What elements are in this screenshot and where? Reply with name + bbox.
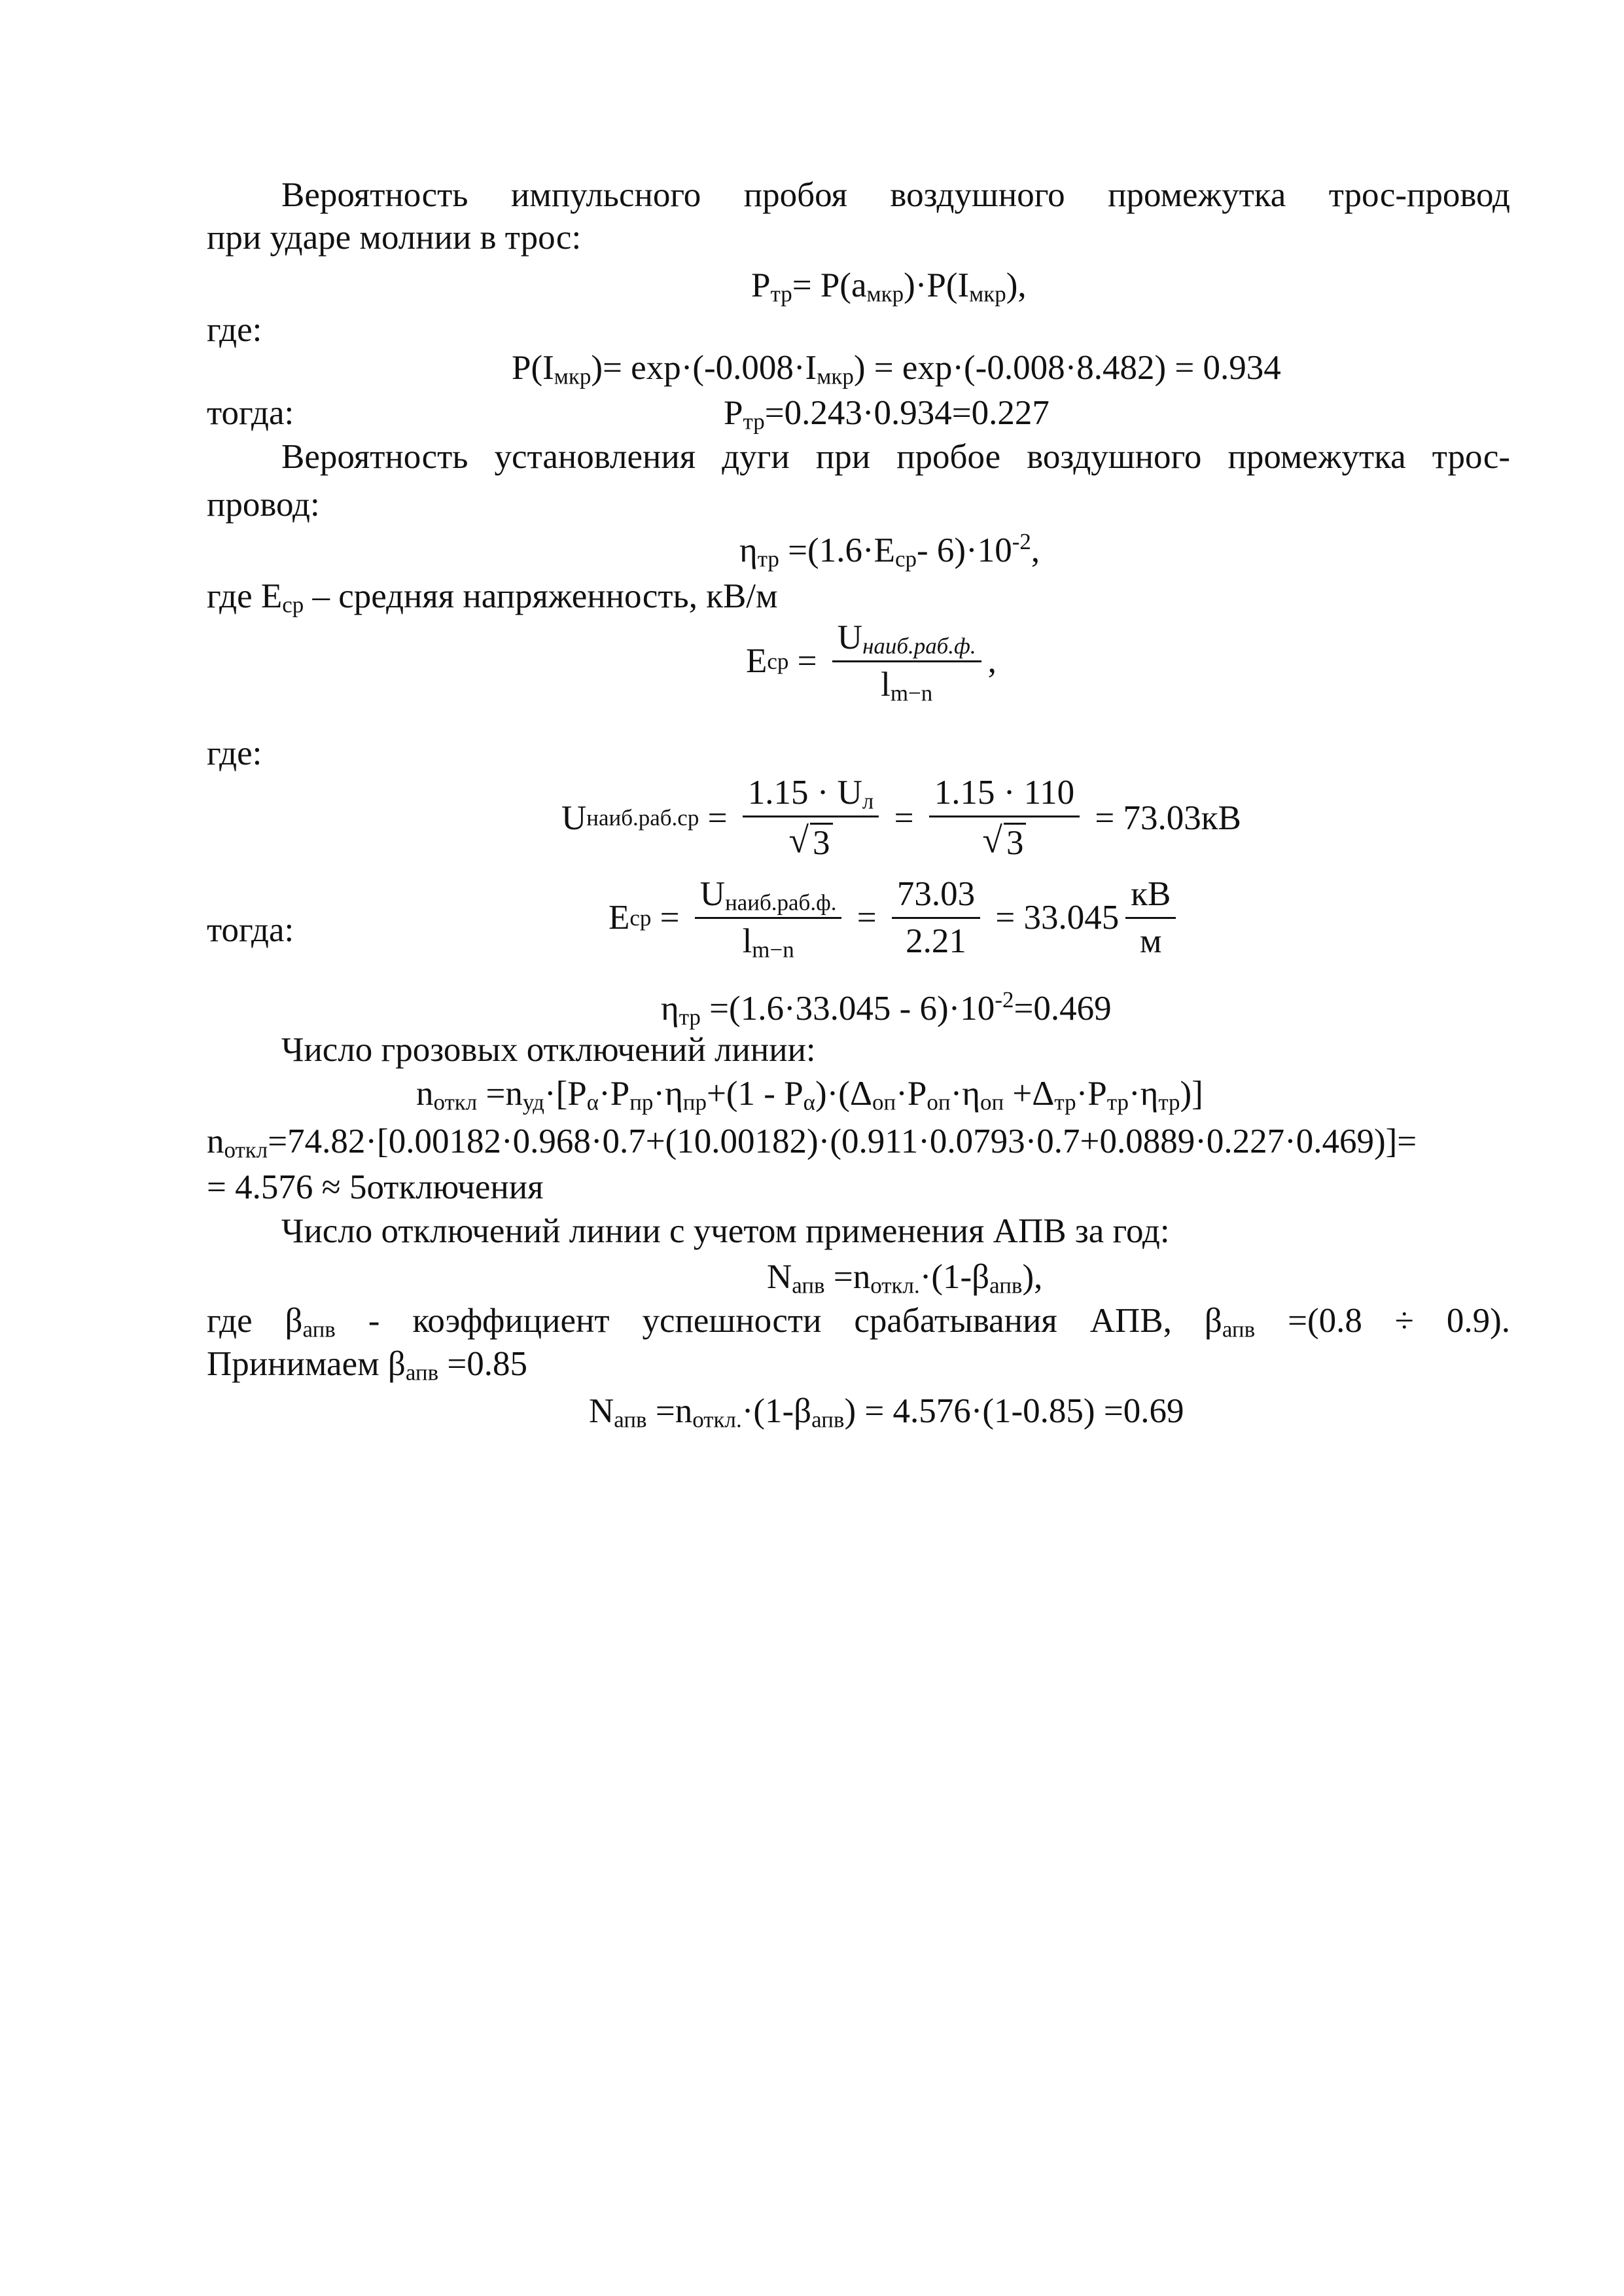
result-outages: = 4.576 ≈ 5отключения	[207, 1168, 544, 1206]
paragraph-breakdown-line2: при ударе молнии в трос:	[207, 219, 582, 257]
sqrt-symbol: √ 3	[982, 823, 1026, 861]
label-gde-1: где:	[207, 311, 262, 349]
label-togda-1: тогда:	[207, 394, 294, 432]
fraction-u-1: $1.15 \cdot U_л$ √ 3	[743, 776, 879, 861]
formula-eta-value: $\eta_{тр} =(1.6\cdot 33.045 - 6)\cdot 10^{-2}=0.469$	[661, 986, 1112, 1030]
label-gde-2: где:	[207, 734, 262, 772]
formula-n-otkl-value: $n_{откл}=74.82\cdot[0.00182\cdot 0.968\cdot 0.7+(10.00182)\cdot(0.911\cdot 0.0793\cdot 0.7+0.0889\cdot 0.227\cdot 0.469)]=$	[207, 1122, 1417, 1163]
paragraph-arc-line1: Вероятность установления дуги при пробое воздушного промежутка трос-	[281, 438, 1510, 476]
paragraph-breakdown-line1: Вероятность импульсного пробоя воздушного промежутка трос-провод	[281, 176, 1510, 214]
paragraph-accept-beta: Принимаем $\beta_{апв} =0.85$	[207, 1345, 528, 1386]
paragraph-arc-line2: провод:	[207, 486, 320, 524]
sqrt-symbol: √ 3	[789, 823, 833, 861]
formula-u-calc: U наиб.раб.ср = $1.15 \cdot U_л$ √ 3 = 1.15 · 110 √ 3 = 73.03кВ	[561, 774, 1241, 862]
formula-eta: $\eta_{тр} =(1.6\cdot E_{ср}-$ $6)\cdot 10^{-2}$,	[739, 528, 1040, 572]
fraction-u-2: 1.15 · 110 √ 3	[929, 776, 1080, 861]
heading-apv: Число отключений линии с учетом применения АПВ за год:	[281, 1212, 1170, 1250]
heading-count-outages: Число грозовых отключений линии:	[281, 1031, 816, 1069]
fraction-ecp-1: $\frac{U_{наиб.раб.ф.}}{l_{m-n}}$	[695, 877, 842, 959]
formula-ecp-calc: E ср = $\frac{U_{наиб.раб.ф.}}{l_{m-n}}$ = $\frac{73.03}{2.21}$ = 33.045 $\frac{кВ}{м}$	[609, 877, 1182, 959]
fraction-unit: $\frac{кВ}{м}$	[1125, 877, 1176, 959]
paragraph-beta: где $\beta_{апв}$ - коэффициент успешности срабатывания АПВ, $\beta_{апв} =(0.8 \div 0.9)$.	[207, 1302, 1511, 1342]
formula-napv-value: $N_{апв} =n_{откл.}\cdot(1-\beta_{апв}) = 4.576\cdot(1-0.85) =0.69$	[589, 1392, 1184, 1433]
fraction-ecp-2: $\frac{73.03}{2.21}$	[892, 877, 980, 959]
label-gde-e: где $E_{ср}$ – средняя напряженность, кВ/м	[207, 577, 778, 618]
formula-ptr-value: $P_{тр}=0.243\cdot 0.934=0.227$	[724, 394, 1050, 435]
formula-napv: $N_{апв} =n_{откл.}\cdot(1-\beta_{апв})$,	[767, 1258, 1043, 1299]
formula-ptr: $P_{тр}= P(a_{мкр})\cdot P(I_{мкр})$,	[751, 266, 1027, 307]
formula-n-otkl: $n_{откл} =n_{уд}\cdot[P_\alpha\cdot P_{пр}\cdot\eta_{пр}+(1 - P_\alpha)\cdot(\Delta_{оп}\cdot P_{оп}\cdot\eta_{оп} +\Delta_{тр}\cdot P_{тр}\cdot\eta_{тр})]$	[416, 1075, 1203, 1115]
fraction-ecp: $\frac{U_{наиб.раб.ф.}}{l_{m-n}}$	[832, 620, 981, 702]
formula-p-imkr: $P(I_{мкр})= \exp\cdot(-0.008\cdot I_{мкр}) = \exp\cdot(-0.008\cdot 8.482) = 0.934$	[512, 349, 1281, 389]
formula-ecp-definition: E ср = $\frac{U_{наиб.раб.ф.}}{l_{m-n}}$ ,	[746, 619, 997, 706]
label-togda-2: тогда:	[207, 911, 294, 949]
